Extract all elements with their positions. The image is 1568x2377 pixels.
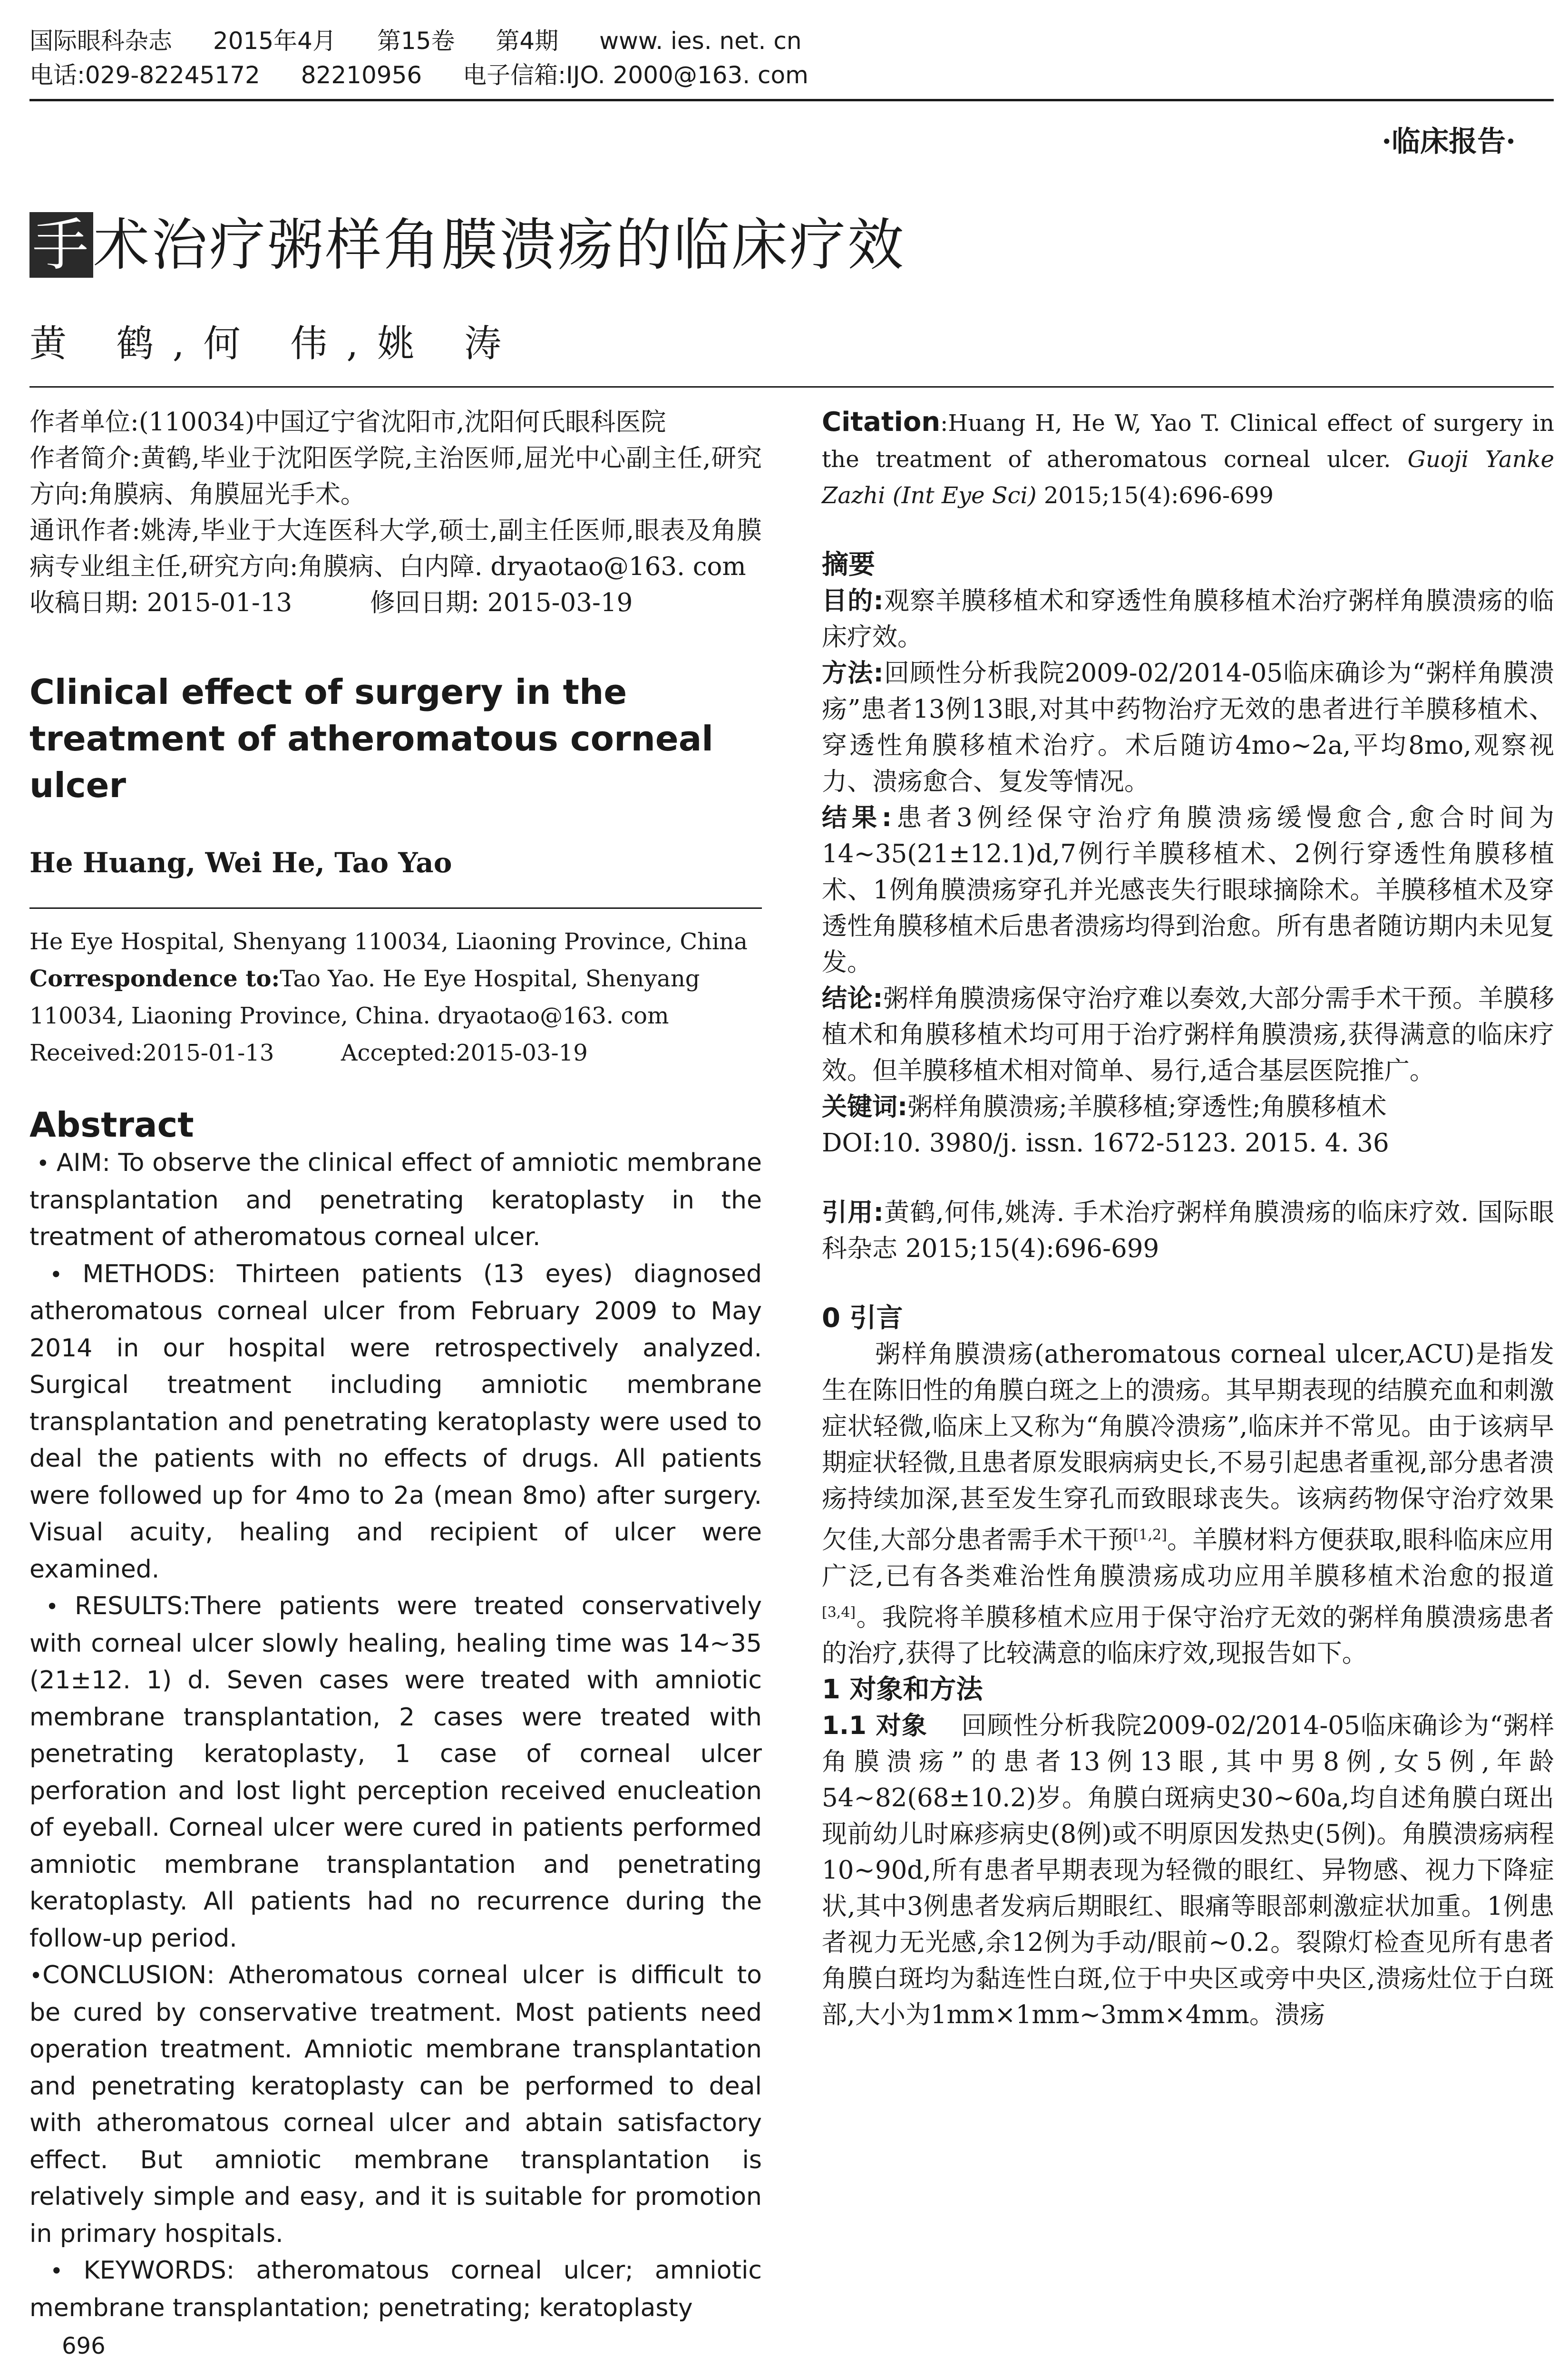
intro-text-1: 粥样角膜溃疡(atheromatous corneal ulcer,ACU)是指发生在陈旧性的角膜白斑之上的溃疡。其早期表现的结膜充血和刺激症状轻微,临床上又称为“角膜冷溃疡”,临床并不常见。由于该病早期症状轻微,且患者原发眼病病史长,不易引起患者重视,部分患者溃疡持续加深,甚至发生穿孔而致眼球丧失。该病药物保守治疗效果欠佳,大部分患者需手术干预 (822, 1340, 1554, 1555)
abstract-heading-en: Abstract (29, 1105, 194, 1145)
doi: DOI:10. 3980/j. issn. 1672-5123. 2015. 4. 36 (822, 1129, 1389, 1158)
title-rule (29, 386, 1554, 388)
volume: 第15卷 (377, 27, 455, 55)
title-first-char: 手 (29, 212, 93, 278)
article-title-cn (29, 200, 906, 281)
abstract-conclusion-en: •CONCLUSION: Atheromatous corneal ulcer is difficult to be cured by conservative treatment. Most patients need operation treatment. Amniotic membrane transplantation and penetrating keratoplasty can be performed to deal with atheromatous corneal ulcer and abtain satisfactory effect. But amniotic membrane transplantation is relatively simple and easy, and it is suitable for promotion in primary hospitals. (29, 1961, 762, 2248)
results-label-cn: 结果: (822, 803, 892, 832)
dates-en (29, 1034, 762, 1072)
abstract-keywords-cn (822, 1089, 1554, 1125)
reference-3-4: [3,4] (822, 1604, 856, 1621)
conclusion-text: CONCLUSION: Atheromatous corneal ulcer is difficult to be cured by conservative treatment. Most patients need operation treatment. Amniotic membrane transplantation and penetrating keratoplasty can be performed to deal with atheromatous corneal ulcer and abtain satisfactory effect. But amniotic membrane transplantation is relatively simple and easy, and it is suitable for promotion in primary hospitals. (29, 1961, 762, 2248)
received-date-en: Received:2015-01-13 (29, 1040, 274, 1066)
revised-date-cn: 修回日期: 2015-03-19 (370, 588, 633, 617)
keywords-text: KEYWORDS: atheromatous corneal ulcer; amniotic membrane transplantation; penetrating; keratoplasty (29, 2256, 762, 2322)
abstract-en (29, 1145, 762, 2327)
methods-text-cn: 回顾性分析我院2009-02/2014-05临床确诊为“粥样角膜溃疡”患者13例13眼,对其中药物治疗无效的患者进行羊膜移植术、穿透性角膜移植术治疗。术后随访4mo~2a,平均8mo,观察视力、溃疡愈合、复发等情况。 (822, 659, 1554, 796)
abstract-keywords-en: • KEYWORDS: atheromatous corneal ulcer; amniotic membrane transplantation; penetrating; keratoplasty (29, 2256, 762, 2322)
citation-text: :Huang H, He W, Yao T. Clinical effect of surgery in the treatment of atheromatous corneal ulcer. (822, 410, 1554, 473)
affiliation-cn: 作者单位:(110034)中国辽宁省沈阳市,沈阳何氏眼科医院 (29, 408, 666, 437)
correspondence-text: Tao Yao. He Eye Hospital, Shenyang 110034, Liaoning Province, China. dryaotao@163. com (29, 965, 700, 1029)
abstract-methods-en: • METHODS: Thirteen patients (13 eyes) diagnosed atheromatous corneal ulcer from February 2009 to May 2014 in our hospital were retrospectively analyzed. Surgical treatment including amniotic membrane transplantation and penetrating keratoplasty were used to deal the patients with no effects of drugs. All patients were followed up for 4mo to 2a (mean 8mo) after surgery. Visual acuity, healing and recipient of ulcer were examined. (29, 1259, 762, 1584)
author-intro: 作者简介:黄鹤,毕业于沈阳医学院,主治医师,屈光中心副主任,研究方向:角膜病、角膜屈光手术。 (29, 444, 762, 509)
section-label: ·临床报告· (1382, 125, 1516, 158)
abstract-heading-cn: 摘要 (822, 549, 875, 580)
citation-label-cn: 引用: (822, 1198, 884, 1227)
journal-name: 国际眼科杂志 (29, 27, 172, 55)
aim-text: AIM: To observe the clinical effect of amniotic membrane transplantation and penetrating keratoplasty in the treatment of atheromatous corneal ulcer. (29, 1149, 762, 1251)
subjects-heading: 1.1 对象 (822, 1711, 928, 1741)
accepted-date-en: Accepted:2015-03-19 (341, 1040, 588, 1066)
corresponding-author: 通讯作者:姚涛,毕业于大连医科大学,硕士,副主任医师,眼表及角膜病专业组主任,研究方向:角膜病、白内障. dryaotao@163. com (29, 516, 762, 581)
intro-heading: 0 引言 (822, 1303, 903, 1334)
issue-date: 2015年4月 (213, 27, 336, 55)
abstract-methods-cn (822, 655, 1554, 800)
dates-cn (29, 585, 762, 621)
correspondence-en (29, 960, 762, 1034)
citation-cn (822, 1195, 1554, 1267)
citation-text-cn: 黄鹤,何伟,姚涛. 手术治疗粥样角膜溃疡的临床疗效. 国际眼科杂志 2015;15(4):696-699 (822, 1198, 1554, 1263)
keywords-text-cn: 粥样角膜溃疡;羊膜移植;穿透性;角膜移植术 (907, 1092, 1387, 1121)
reference-1-2: [1,2] (1133, 1527, 1167, 1543)
results-text-cn: 患者3例经保守治疗角膜溃疡缓慢愈合,愈合时间为14~35(21±12.1)d,7例行羊膜移植术、2例行穿透性角膜移植术、1例角膜溃疡穿孔并光感丧失行眼球摘除术。羊膜移植术及穿透性角膜移植术后患者溃疡均得到治愈。所有患者随访期内未见复发。 (822, 803, 1554, 977)
received-date-cn: 收稿日期: 2015-01-13 (29, 588, 292, 617)
methods-label-cn: 方法: (822, 659, 884, 688)
authors-en: He Huang, Wei He, Tao Yao (29, 847, 452, 879)
citation-volume: 2015;15(4):696-699 (1043, 482, 1274, 509)
conclusion-text-cn: 粥样角膜溃疡保守治疗难以奏效,大部分需手术干预。羊膜移植术和角膜移植术均可用于治疗粥样角膜溃疡,获得满意的临床疗效。但羊膜移植术相对简单、易行,适合基层医院推广。 (822, 984, 1554, 1085)
article-title-en: Clinical effect of surgery in the treatment of atheromatous corneal ulcer (29, 672, 713, 805)
citation-label: Citation (822, 407, 941, 438)
authors-cn: 黄 鹤,何 伟,姚 涛 (29, 322, 520, 365)
issue-number: 第4期 (496, 27, 559, 55)
phone: 电话:029-82245172 (29, 61, 260, 89)
citation-journal: Guoji Yanke Zazhi (Int Eye Sci) (822, 446, 1555, 509)
intro-text-3: 。我院将羊膜移植术应用于保守治疗无效的粥样角膜溃疡患者的治疗,获得了比较满意的临床疗效,现报告如下。 (822, 1603, 1554, 1668)
intro-text-2: 。羊膜材料方便获取,眼科临床应用广泛,已有各类难治性角膜溃疡成功应用羊膜移植术治愈的报道 (822, 1525, 1554, 1591)
subjects-paragraph (822, 1708, 1554, 2033)
methods-heading: 1 对象和方法 (822, 1674, 983, 1705)
intro-paragraph (822, 1336, 1554, 1672)
citation-en (822, 404, 1554, 514)
journal-website: www. ies. net. cn (599, 27, 802, 55)
page-number: 696 (62, 2333, 106, 2359)
right-column (822, 404, 1554, 2033)
abstract-aim-cn (822, 583, 1554, 655)
subjects-text: 回顾性分析我院2009-02/2014-05临床确诊为“粥样角膜溃疡”的患者13例13眼,其中男8例,女5例,年龄54~82(68±10.2)岁。角膜白斑病史30~60a,均自述角膜白斑出现前幼儿时麻疹病史(8例)或不明原因发热史(5例)。角膜溃疡病程10~90d,所有患者早期表现为轻微的眼红、异物感、视力下降症状,其中3例患者发病后期眼红、眼痛等眼部刺激症状加重。1例患者视力无光感,余12例为手动/眼前~0.2。裂隙灯检查见所有患者角膜白斑均为黏连性白斑,位于中央区或旁中央区,溃疡灶位于白斑部,大小为1mm×1mm~3mm×4mm。溃疡 (822, 1711, 1554, 2030)
aim-label-cn: 目的: (822, 586, 884, 615)
header-rule (29, 99, 1554, 101)
keywords-label-cn: 关键词: (822, 1092, 908, 1121)
title-rest: 术治疗粥样角膜溃疡的临床疗效 (93, 212, 906, 278)
abstract-conclusion-cn (822, 981, 1554, 1089)
abstract-aim-en: • AIM: To observe the clinical effect of amniotic membrane transplantation and penetrating keratoplasty in the treatment of atheromatous corneal ulcer. (29, 1149, 762, 1251)
email: 电子信箱:IJO. 2000@163. com (463, 61, 808, 89)
methods-text: METHODS: Thirteen patients (13 eyes) diagnosed atheromatous corneal ulcer from February 2009 to May 2014 in our hospital were retrospectively analyzed. Surgical treatment including amniotic membrane transplantation and penetrating keratoplasty were used to deal the patients with no effects of drugs. All patients were followed up for 4mo to 2a (mean 8mo) after surgery. Visual acuity, healing and recipient of ulcer were examined. (29, 1259, 762, 1584)
conclusion-label-cn: 结论: (822, 984, 883, 1013)
left-column (29, 404, 762, 2327)
results-text: RESULTS:There patients were treated conservatively with corneal ulcer slowly healing, healing time was 14~35 (21±12. 1) d. Seven cases were treated with amniotic membrane transplantation, 2 cases were treated with penetrating keratoplasty, 1 case of corneal ulcer perforation and lost light perception received enucleation of eyeball. Corneal ulcer were cured in patients performed amniotic membrane transplantation and penetrating keratoplasty. All patients had no recurrence during the follow-up period. (29, 1592, 762, 1953)
correspondence-label: Correspondence to: (29, 965, 280, 992)
phone-2: 82210956 (301, 61, 422, 89)
affiliation-en: He Eye Hospital, Shenyang 110034, Liaoning Province, China (29, 928, 748, 955)
running-head (29, 24, 1542, 92)
aim-text-cn: 观察羊膜移植术和穿透性角膜移植术治疗粥样角膜溃疡的临床疗效。 (822, 586, 1554, 652)
abstract-results-cn (822, 800, 1554, 981)
abstract-results-en: • RESULTS:There patients were treated conservatively with corneal ulcer slowly healing, healing time was 14~35 (21±12. 1) d. Seven cases were treated with amniotic membrane transplantation, 2 cases were treated with penetrating keratoplasty, 1 case of corneal ulcer perforation and lost light perception received enucleation of eyeball. Corneal ulcer were cured in patients performed amniotic membrane transplantation and penetrating keratoplasty. All patients had no recurrence during the follow-up period. (29, 1592, 762, 1953)
